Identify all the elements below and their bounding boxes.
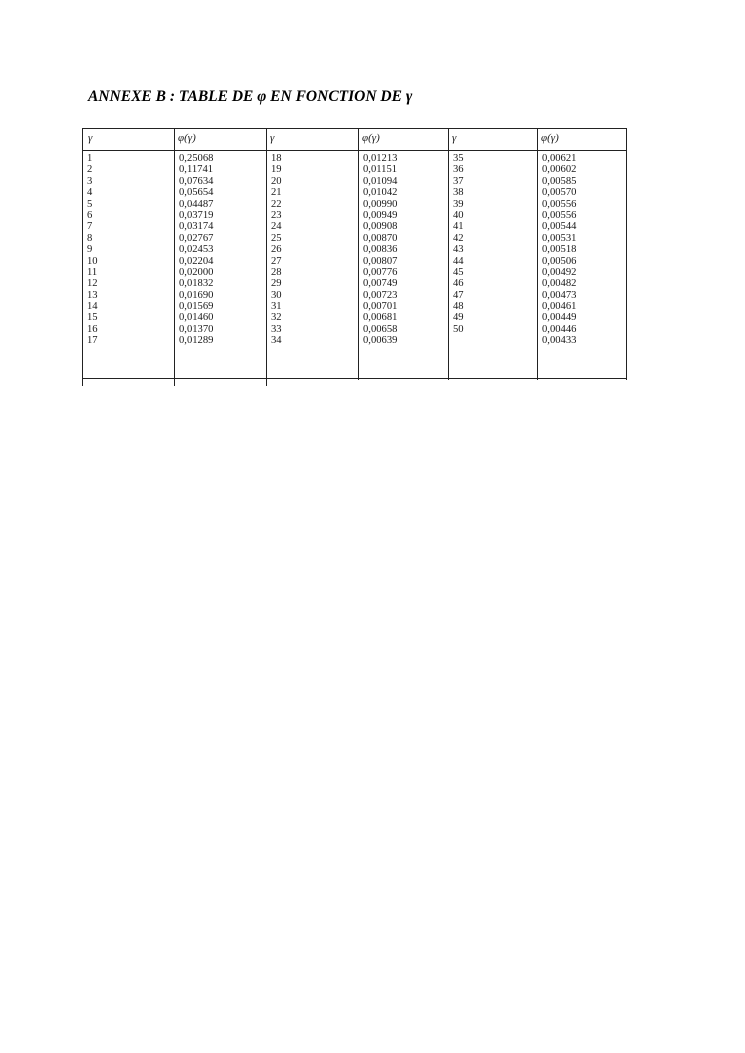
table-top-border: [82, 128, 627, 129]
table-cell: 0,00506: [542, 255, 577, 267]
table-cell: 45: [453, 266, 464, 278]
table-cell: 18: [271, 153, 282, 164]
gamma-column: [87, 153, 98, 347]
table-cell: 26: [271, 244, 282, 256]
table-cell: 2: [87, 164, 93, 176]
table-cell: 4: [87, 187, 93, 199]
column-divider: [358, 128, 359, 380]
table-cell: 0,00639: [363, 335, 398, 347]
table-cell: 0,02767: [179, 232, 214, 244]
table-cell: 41: [453, 221, 464, 233]
table-cell: 25: [271, 232, 282, 244]
table-cell: 40: [453, 209, 464, 221]
column-divider: [537, 128, 538, 380]
table-cell: 0,01289: [179, 335, 214, 347]
table-cell: 0,05654: [179, 187, 214, 199]
table-cell: 22: [271, 198, 282, 210]
header-phi-gamma: φ(γ): [541, 132, 559, 144]
column-divider: [626, 128, 627, 380]
table-cell: 0,00776: [363, 266, 398, 278]
table-cell: 37: [453, 175, 464, 187]
table-cell: 16: [87, 323, 98, 335]
table-cell: 43: [453, 244, 464, 256]
table-cell: 15: [87, 312, 98, 324]
table-cell: 0,11741: [179, 164, 214, 176]
table-cell: 0,00461: [542, 301, 577, 313]
table-cell: 0,01370: [179, 323, 214, 335]
table-cell: 49: [453, 312, 464, 324]
table-cell: 23: [271, 209, 282, 221]
table-cell: 19: [271, 164, 282, 176]
page-title: ANNEXE B : TABLE DE φ EN FONCTION DE γ: [88, 88, 413, 105]
table-cell: 34: [271, 335, 282, 347]
table-cell: 5: [87, 198, 93, 210]
table-cell: 36: [453, 164, 464, 176]
phi-column: [363, 153, 397, 347]
table-bottom-border: [82, 378, 627, 379]
table-cell: 38: [453, 187, 464, 199]
table-cell: 21: [271, 187, 282, 199]
table-cell: 0,00949: [363, 209, 398, 221]
table-cell: 35: [453, 153, 464, 164]
header-separator: [82, 150, 627, 151]
header-phi-gamma: φ(γ): [362, 132, 380, 144]
table-cell: 0,01690: [179, 289, 214, 301]
gamma-column: [271, 153, 282, 347]
table-cell: 0,07634: [179, 175, 214, 187]
table-cell: 7: [87, 221, 93, 233]
table-cell: 0,25068: [179, 153, 214, 164]
table-cell: 17: [87, 335, 98, 347]
table-cell: 0,04487: [179, 198, 214, 210]
table-cell: 33: [271, 323, 282, 335]
table-cell: 0,02453: [179, 244, 214, 256]
table-cell: 0,00433: [542, 335, 577, 347]
table-cell: 39: [453, 198, 464, 210]
table-cell: 3: [87, 175, 93, 187]
table-cell: 47: [453, 289, 464, 301]
column-divider: [174, 128, 175, 386]
table-cell: 50: [453, 323, 464, 335]
table-cell: 0,00621: [542, 153, 577, 164]
header-phi-gamma: φ(γ): [178, 132, 196, 144]
table-cell: 42: [453, 232, 464, 244]
table-cell: 0,00473: [542, 289, 577, 301]
table-cell: 46: [453, 278, 464, 290]
table-cell: 0,02204: [179, 255, 214, 267]
header-gamma: γ: [88, 132, 93, 144]
table-cell: 0,00681: [363, 312, 398, 324]
phi-column: [542, 153, 576, 347]
table-cell: 48: [453, 301, 464, 313]
phi-column: [179, 153, 213, 347]
table-cell: 0,03174: [179, 221, 214, 233]
table-cell: 24: [271, 221, 282, 233]
table-cell: 0,00556: [542, 209, 577, 221]
table-cell: 0,00570: [542, 187, 577, 199]
table-cell: 32: [271, 312, 282, 324]
table-cell: 0,00544: [542, 221, 577, 233]
table-cell: 0,00492: [542, 266, 577, 278]
table-cell: 0,00701: [363, 301, 398, 313]
table-cell: 28: [271, 266, 282, 278]
header-gamma: γ: [452, 132, 457, 144]
table-cell: 0,00446: [542, 323, 577, 335]
table-cell: 0,01094: [363, 175, 398, 187]
table-cell: 0,01151: [363, 164, 398, 176]
table-cell: 11: [87, 266, 98, 278]
table-cell: 13: [87, 289, 98, 301]
table-cell: 44: [453, 255, 464, 267]
table-cell: 8: [87, 232, 93, 244]
phi-gamma-table: [82, 126, 627, 388]
table-cell: 14: [87, 301, 98, 313]
table-cell: 0,00836: [363, 244, 398, 256]
table-cell: 0,01832: [179, 278, 214, 290]
header-gamma: γ: [270, 132, 275, 144]
table-cell: 1: [87, 153, 93, 164]
column-divider: [448, 128, 449, 380]
table-cell: 0,03719: [179, 209, 214, 221]
table-cell: 27: [271, 255, 282, 267]
table-cell: 0,00908: [363, 221, 398, 233]
gamma-column: [453, 153, 464, 335]
table-cell: 0,00482: [542, 278, 577, 290]
table-cell: 0,00723: [363, 289, 398, 301]
table-cell: 0,00749: [363, 278, 398, 290]
table-cell: 0,00602: [542, 164, 577, 176]
table-cell: 0,00449: [542, 312, 577, 324]
table-cell: 0,00807: [363, 255, 398, 267]
table-cell: 6: [87, 209, 93, 221]
column-divider: [82, 128, 83, 386]
column-divider: [266, 128, 267, 386]
table-cell: 0,00658: [363, 323, 398, 335]
table-cell: 0,00990: [363, 198, 398, 210]
table-cell: 30: [271, 289, 282, 301]
table-cell: 0,00585: [542, 175, 577, 187]
table-cell: 31: [271, 301, 282, 313]
table-cell: 0,00556: [542, 198, 577, 210]
table-cell: 20: [271, 175, 282, 187]
table-cell: 29: [271, 278, 282, 290]
table-cell: 10: [87, 255, 98, 267]
table-cell: 0,01569: [179, 301, 214, 313]
table-cell: 0,02000: [179, 266, 214, 278]
table-cell: 0,00518: [542, 244, 577, 256]
table-cell: 9: [87, 244, 93, 256]
table-cell: 0,01460: [179, 312, 214, 324]
table-cell: 0,00870: [363, 232, 398, 244]
table-cell: 12: [87, 278, 98, 290]
table-cell: 0,01213: [363, 153, 398, 164]
table-cell: 0,00531: [542, 232, 577, 244]
table-cell: 0,01042: [363, 187, 398, 199]
